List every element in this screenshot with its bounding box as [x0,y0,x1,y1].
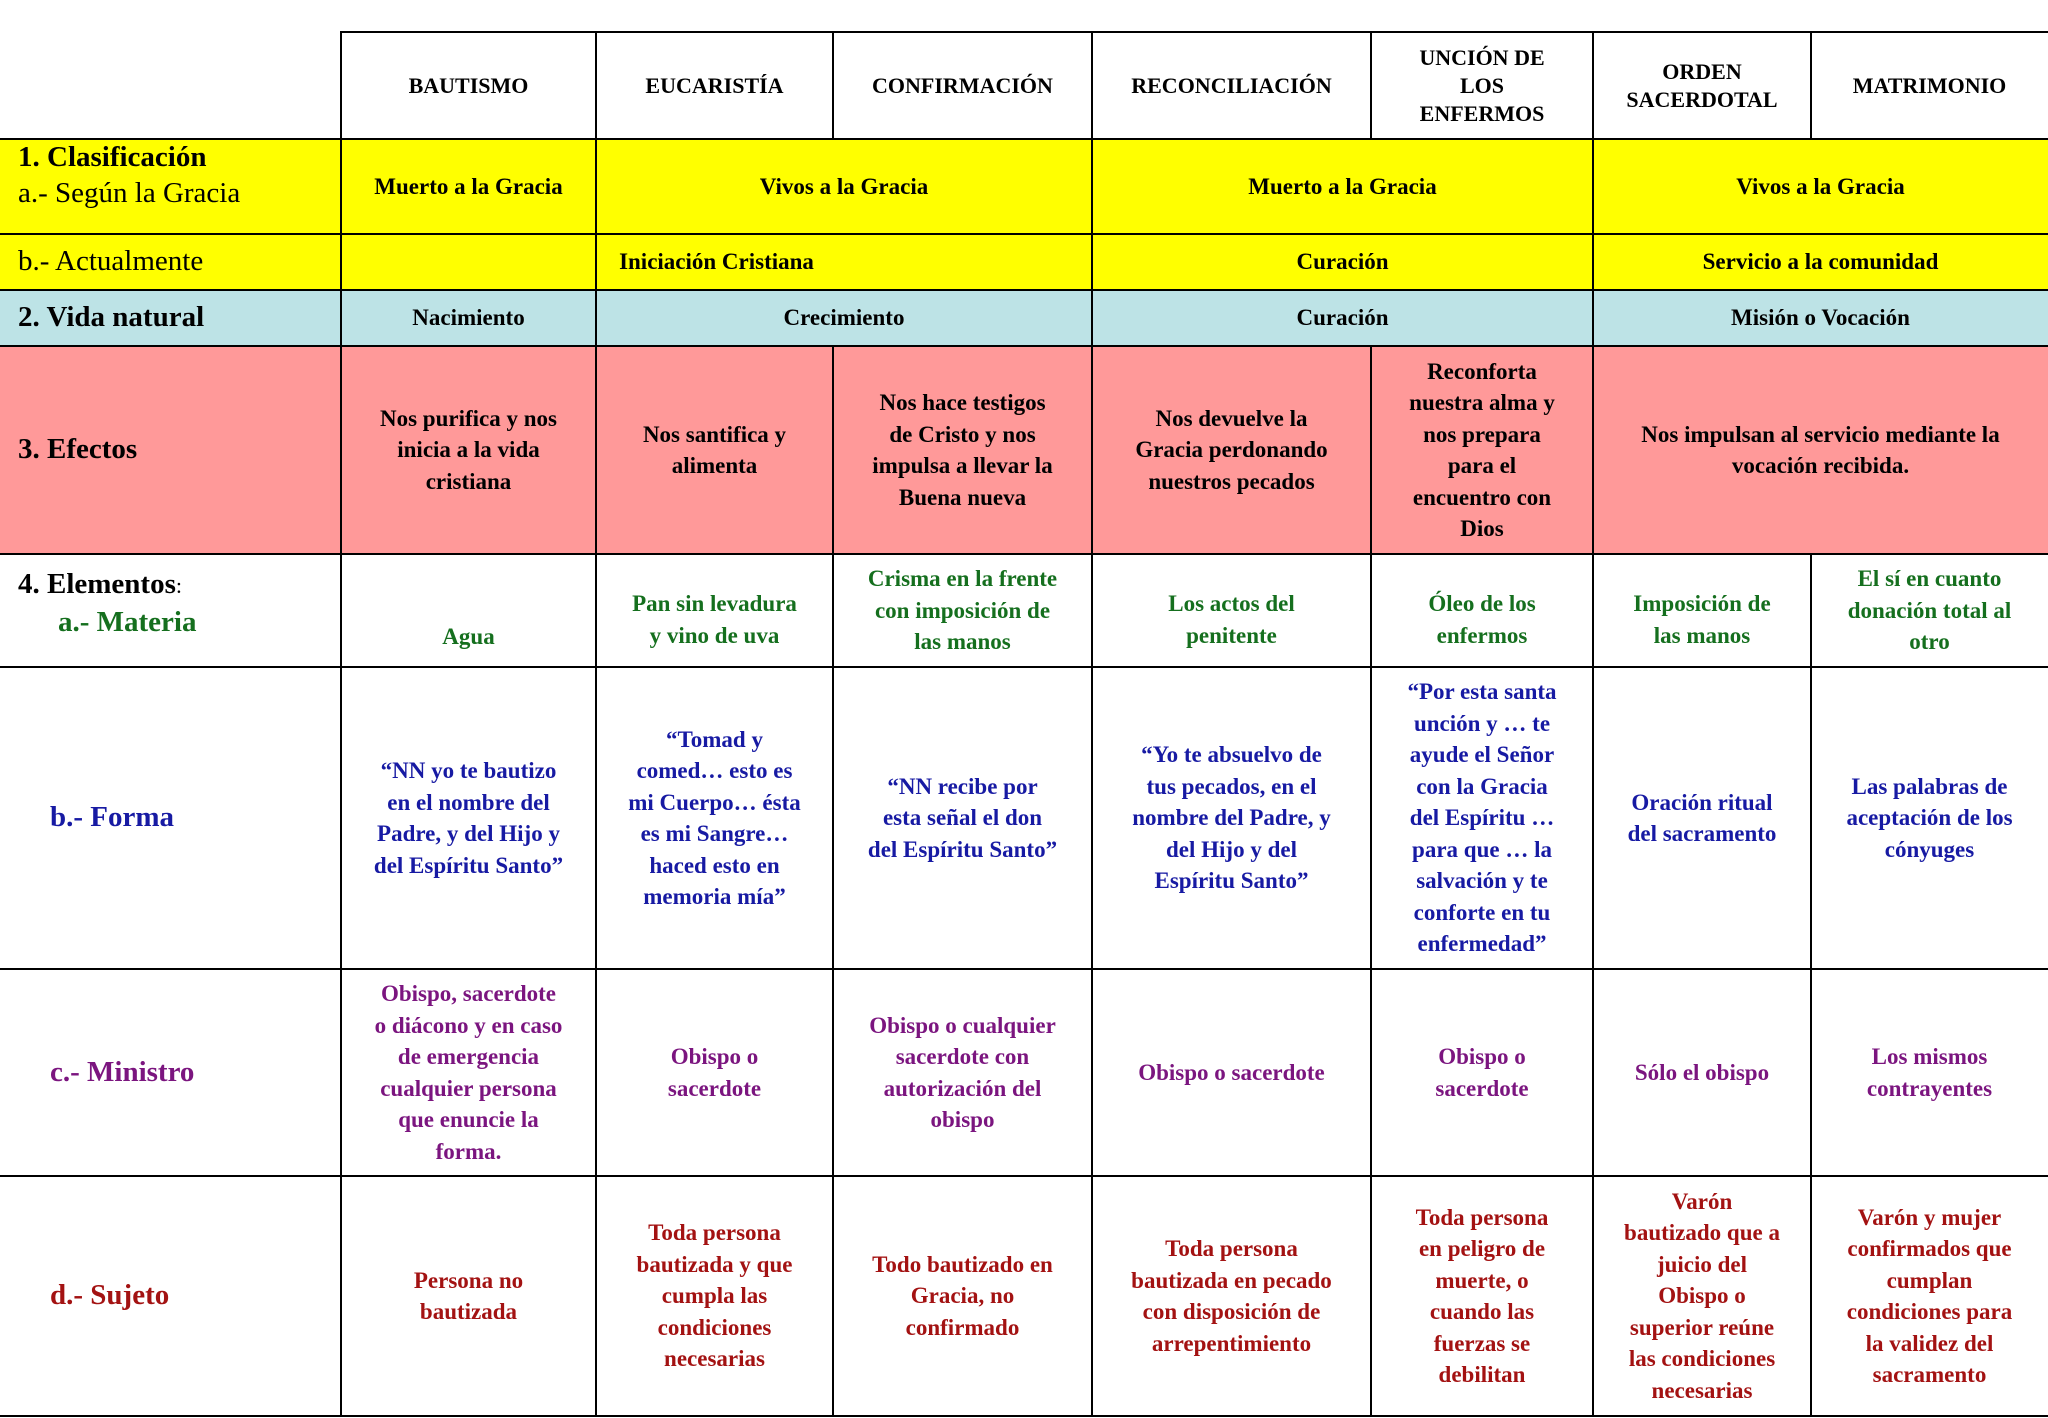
grid-line [0,553,2048,555]
label-ministro-text: c.- Ministro [50,1055,195,1088]
gracia-reconciliacion-uncion: Muerto a la Gracia [1092,139,1593,234]
vida-natural-bautismo: Nacimiento [341,290,596,346]
actualmente-servicio: Servicio a la comunidad [1593,234,2048,290]
efectos-orden-matrimonio: Nos impulsan al servicio mediante la vocación recibida. [1593,346,2048,554]
label-clasificacion [0,139,341,234]
materia-matrimonio: El sí en cuanto donación total al otro [1847,566,2012,655]
grid-line [1370,345,1372,1417]
gracia-bautismo: Muerto a la Gracia [341,139,596,234]
sujeto-uncion: Toda persona en peligro de muerte, o cuando las fuerzas se debilitan [1415,1204,1549,1387]
ministro-confirmacion: Obispo o cualquier sacerdote con autorización del obispo [869,1012,1056,1132]
label-elementos-line [18,566,182,604]
grid-line [0,1415,2048,1417]
header-confirmacion: CONFIRMACIÓN [872,72,1053,98]
header-bautismo: BAUTISMO [408,72,529,98]
grid-line [0,1175,2048,1177]
efectos-reconciliacion: Nos devuelve la Gracia perdonando nuestros pecados [1092,346,1371,554]
label-vida-natural [0,290,341,346]
grid-line [0,666,2048,668]
forma-eucaristia: “Tomad y comed… esto es mi Cuerpo… ésta es mi Sangre… haced esto en memoria mía” [628,726,801,909]
label-elementos: 4. Elementos [18,568,176,600]
header-eucaristia: EUCARISTÍA [645,72,784,98]
forma-bautismo: “NN yo te bautizo en el nombre del Padre, y del Hijo y del Espíritu Santo” [373,758,564,878]
grid-line [832,31,834,139]
label-elementos-colon: : [175,573,182,598]
grid-line [1810,31,1812,139]
sujeto-matrimonio: Varón y mujer confirmados que cumplan condiciones para la validez del sacramento [1846,1204,2013,1387]
forma-uncion: “Por esta santa unción y … te ayude el Señor con la Gracia del Espíritu … para que … la salvación y te conforte en tu enfermedad” [1407,679,1557,957]
gracia-eucaristia-confirmacion: Vivos a la Gracia [596,139,1092,234]
efectos-eucaristia: Nos santifica y alimenta [596,346,833,554]
label-clasificacion-title: 1. Clasificación [18,141,207,173]
sujeto-eucaristia: Toda persona bautizada y que cumpla las condiciones necesarias [636,1220,793,1372]
sujeto-orden: Varón bautizado que a juicio del Obispo o superior reúne las condiciones necesarias [1624,1188,1780,1403]
materia-eucaristia: Pan sin levadura y vino de uva [632,591,797,648]
label-elementos-materia [0,554,341,667]
grid-line [1370,31,1372,139]
header-matrimonio: MATRIMONIO [1852,72,2007,98]
label-actualmente [0,234,341,290]
grid-line [0,968,2048,970]
grid-line [0,138,2048,140]
efectos-confirmacion: Nos hace testigos de Cristo y nos impulsa a llevar la Buena nueva [833,346,1092,554]
label-ministro [0,969,341,1176]
ministro-bautismo: Obispo, sacerdote o diácono y en caso de emergencia cualquier persona que enuncie la forma. [374,981,563,1164]
label-forma-text: b.- Forma [50,801,175,834]
label-sujeto-text: d.- Sujeto [50,1279,170,1312]
label-materia: a.- Materia [58,606,197,638]
label-actualmente-text: b.- Actualmente [18,245,204,278]
gracia-orden-matrimonio: Vivos a la Gracia [1593,139,2048,234]
grid-line [0,289,2048,291]
forma-reconciliacion: “Yo te absuelvo de tus pecados, en el nombre del Padre, y del Hijo y del Espíritu Santo” [1132,742,1331,894]
header-uncion: UNCIÓN DE LOS ENFERMOS [1419,44,1545,126]
label-efectos [0,346,341,554]
materia-reconciliacion: Los actos del penitente [1168,591,1295,648]
grid-line [1091,31,1093,1417]
ministro-eucaristia: Obispo o sacerdote [667,1044,762,1101]
label-segun-gracia: a.- Según la Gracia [18,177,241,209]
efectos-uncion: Reconforta nuestra alma y nos prepara para el encuentro con Dios [1371,346,1593,554]
vida-natural-crecimiento: Crecimiento [596,290,1092,346]
grid-line [341,31,2048,33]
ministro-reconciliacion: Obispo o sacerdote [1138,1059,1325,1085]
materia-confirmacion: Crisma en la frente con imposición de las manos [867,566,1058,655]
grid-line [595,31,597,1417]
label-vida-natural-text: 2. Vida natural [18,301,205,334]
forma-orden: Oración ritual del sacramento [1627,789,1777,846]
ministro-uncion: Obispo o sacerdote [1435,1044,1529,1101]
actualmente-curacion: Curación [1092,234,1593,290]
grid-line [340,31,342,1417]
actualmente-iniciacion: Iniciación Cristiana [341,234,1092,290]
materia-orden: Imposición de las manos [1633,591,1771,648]
grid-line [1810,553,1812,1417]
grid-line [832,345,834,1417]
vida-natural-curacion: Curación [1092,290,1593,346]
header-reconciliacion: RECONCILIACIÓN [1131,72,1332,98]
header-orden: ORDEN SACERDOTAL [1626,58,1778,112]
materia-bautismo: Agua [442,623,495,649]
sujeto-confirmacion: Todo bautizado en Gracia, no confirmado [872,1251,1053,1340]
grid-line [0,345,2048,347]
efectos-bautismo: Nos purifica y nos inicia a la vida cristiana [341,346,596,554]
grid-line [1592,31,1594,1417]
label-sujeto [0,1176,341,1416]
sujeto-reconciliacion: Toda persona bautizada en pecado con disposición de arrepentimiento [1131,1236,1332,1356]
label-efectos-text: 3. Efectos [18,433,138,466]
vida-natural-mision: Misión o Vocación [1593,290,2048,346]
sujeto-bautismo: Persona no bautizada [413,1267,524,1324]
ministro-matrimonio: Los mismos contrayentes [1866,1044,1993,1101]
forma-matrimonio: Las palabras de aceptación de los cónyuges [1846,773,2013,862]
label-forma [0,667,341,969]
materia-uncion: Óleo de los enfermos [1428,591,1536,648]
ministro-orden: Sólo el obispo [1634,1059,1770,1085]
grid-line [0,233,2048,235]
forma-confirmacion: “NN recibe por esta señal el don del Espíritu Santo” [867,773,1058,862]
